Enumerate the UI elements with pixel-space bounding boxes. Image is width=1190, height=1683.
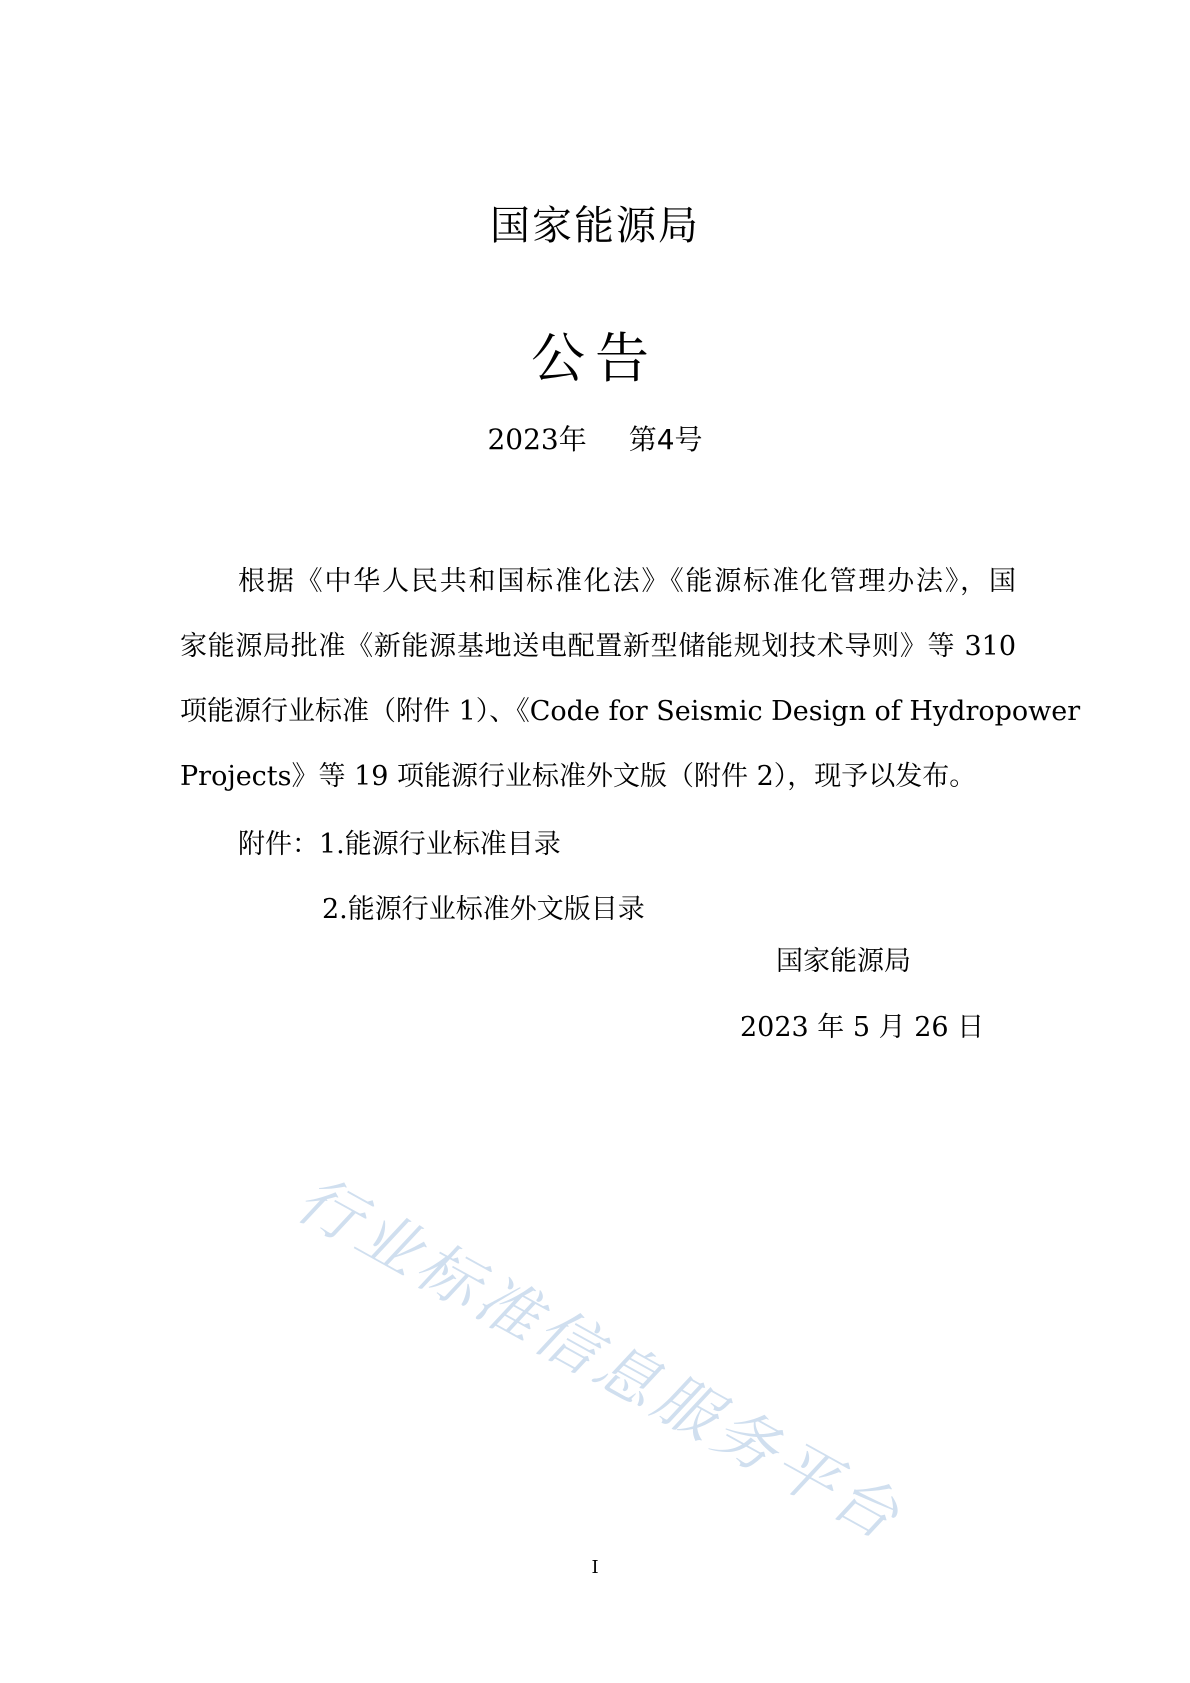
signature-organization: 国家能源局 — [776, 946, 911, 977]
attachment-row-2 — [238, 877, 645, 942]
document-year: 2023年 — [487, 423, 587, 456]
issuer-title: 国家能源局 — [490, 203, 700, 249]
attachments-label: 附件： — [238, 829, 319, 860]
watermark: 行业标准信息服务平台 — [284, 1161, 916, 1556]
body-line-3: 项能源行业标准（附件 1）、《Code for Seismic Design of Hydropower — [180, 696, 1081, 727]
attachments-list — [238, 812, 645, 942]
document-issue-number: 第4号 — [628, 423, 703, 456]
attachment-item-2: 2.能源行业标准外文版目录 — [322, 894, 645, 925]
body-line-2: 家能源局批准《新能源基地送电配置新型储能规划技术导则》等 310 — [180, 631, 1016, 662]
attachment-row-1 — [238, 812, 645, 877]
body-line-1: 根据《中华人民共和国标准化法》《能源标准化管理办法》，国 — [238, 566, 1016, 597]
body-line-4: Projects》等 19 项能源行业标准外文版（附件 2），现予以发布。 — [180, 761, 977, 792]
attachment-item-1: 1.能源行业标准目录 — [319, 829, 561, 860]
document-type-title: 公告 — [531, 327, 659, 390]
announcement-body — [180, 549, 1081, 809]
signature-date: 2023 年 5 月 26 日 — [740, 1012, 985, 1043]
document-number — [0, 420, 1190, 460]
page-number: I — [591, 1557, 599, 1578]
